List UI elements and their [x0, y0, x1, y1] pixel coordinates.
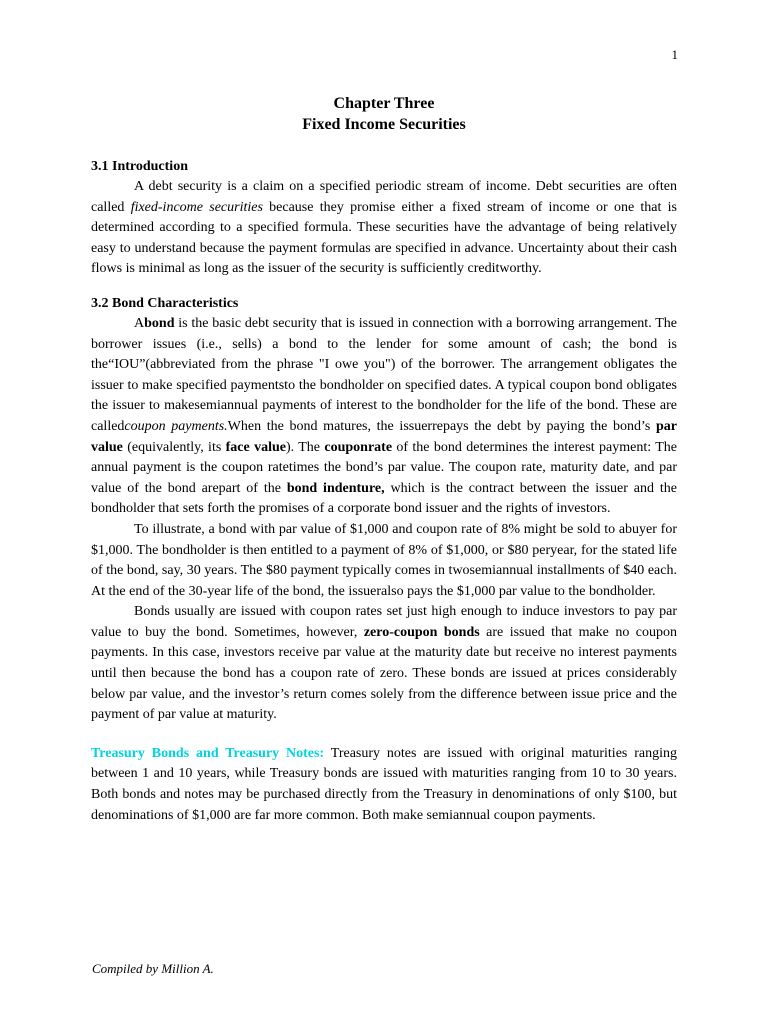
- bold-term: face value: [225, 439, 286, 455]
- text-run: A debt security is a claim on a specified periodic stream of income. Debt securities are often called: [91, 179, 677, 215]
- footer-credit: Compiled by Million A.: [92, 961, 214, 976]
- illustration-paragraph: To illustrate, a bond with par value of $1,000 and coupon rate of 8% might be sold to abuyer for $1,000. The bondholder is then entitled to a payment of 8% of $1,000, or $80 peryear, for the stated life of the bond, say, 30 years. The $80 payment typically comes in twosemiannual installments of $40 each. At the end of the 30-year life of the bond, the issueralso pays the $1,000 par value to the bondholder.: [91, 521, 677, 599]
- text-run: because they promise either a fixed stream of income or one that is determined according to a specified formula. These securities have the advantage of being relatively easy to understand because the payment formulas are specified in advance. Uncertainty about their cash flows is minimal as long as the issuer of the security is sufficiently creditworthy.: [91, 199, 678, 277]
- text-run: Treasury notes are issued with original maturities ranging between 1 and 10 years, while Treasury bonds are issued with maturities ranging from 10 to 30 years. Both bonds and notes may be purchased directly from the Treasury in denominations of only $100, but denominations of $1,000 are far more common. Both make semiannual coupon payments.: [91, 745, 677, 823]
- bold-term: zero-coupon bonds: [363, 624, 480, 640]
- chapter-label: Chapter Three: [333, 95, 435, 112]
- italic-term: coupon payments.: [124, 418, 228, 434]
- highlighted-heading: Treasury Bonds and Treasury Notes:: [91, 745, 325, 761]
- zero-coupon-paragraph: [91, 602, 677, 726]
- text-run: of the bond determines the interest payment: The annual payment is the coupon ratetimes the bond’s par value. The coupon rate, maturity date, and par value of the bond arepart of the: [91, 439, 677, 496]
- section-heading-bond-characteristics: 3.2 Bond Characteristics: [91, 295, 239, 311]
- text-run: are issued that make no coupon payments. In this case, investors receive par value at the maturity date but receive no interest payments until then because the bond has a coupon rate of zero. These bonds are issued at prices considerably below par value, and the investor’s return comes solely from the difference between issue price and the payment of par value at maturity.: [91, 624, 678, 723]
- text-run: ). The: [285, 439, 325, 455]
- section-heading-introduction: 3.1 Introduction: [91, 159, 188, 174]
- text-run: A: [134, 315, 145, 331]
- bold-term: bond: [144, 315, 175, 331]
- chapter-title: Fixed Income Securities: [302, 116, 466, 133]
- bold-term: bond indenture,: [286, 480, 385, 496]
- chapter-heading: [0, 93, 768, 135]
- text-run: which is the contract between the issuer and the bondholder that sets forth the promises of a corporate bond issuer and the rights of investors.: [91, 480, 677, 517]
- bold-term: par value: [91, 418, 677, 455]
- text-run: (equivalently, its: [122, 439, 226, 455]
- text-run: When the bond matures, the issuerrepays the debt by paying the bond’s: [227, 418, 656, 434]
- intro-paragraph: [91, 177, 677, 280]
- text-run: Bonds usually are issued with coupon rates set just high enough to induce investors to pay par value to buy the bond. Sometimes, however,: [91, 604, 677, 640]
- treasury-paragraph: [91, 744, 677, 826]
- document-body: [91, 156, 677, 826]
- bond-definition-paragraph: [91, 314, 677, 520]
- italic-term: fixed-income securities: [130, 199, 263, 215]
- page-number: 1: [671, 47, 678, 62]
- text-run: is the basic debt security that is issued in connection with a borrowing arrangement. The borrower issues (i.e., sells) a bond to the lender for some amount of cash; the bond is the“IOU”(abbreviated from the phrase "I owe you") of the borrower. The arrangement obligates the issuer to make specified paymentsto the bondholder on specified dates. A typical coupon bond obligates the issuer to makesemiannual payments of interest to the bondholder for the life of the bond. These are called: [91, 315, 677, 434]
- bold-term: couponrate: [324, 439, 393, 455]
